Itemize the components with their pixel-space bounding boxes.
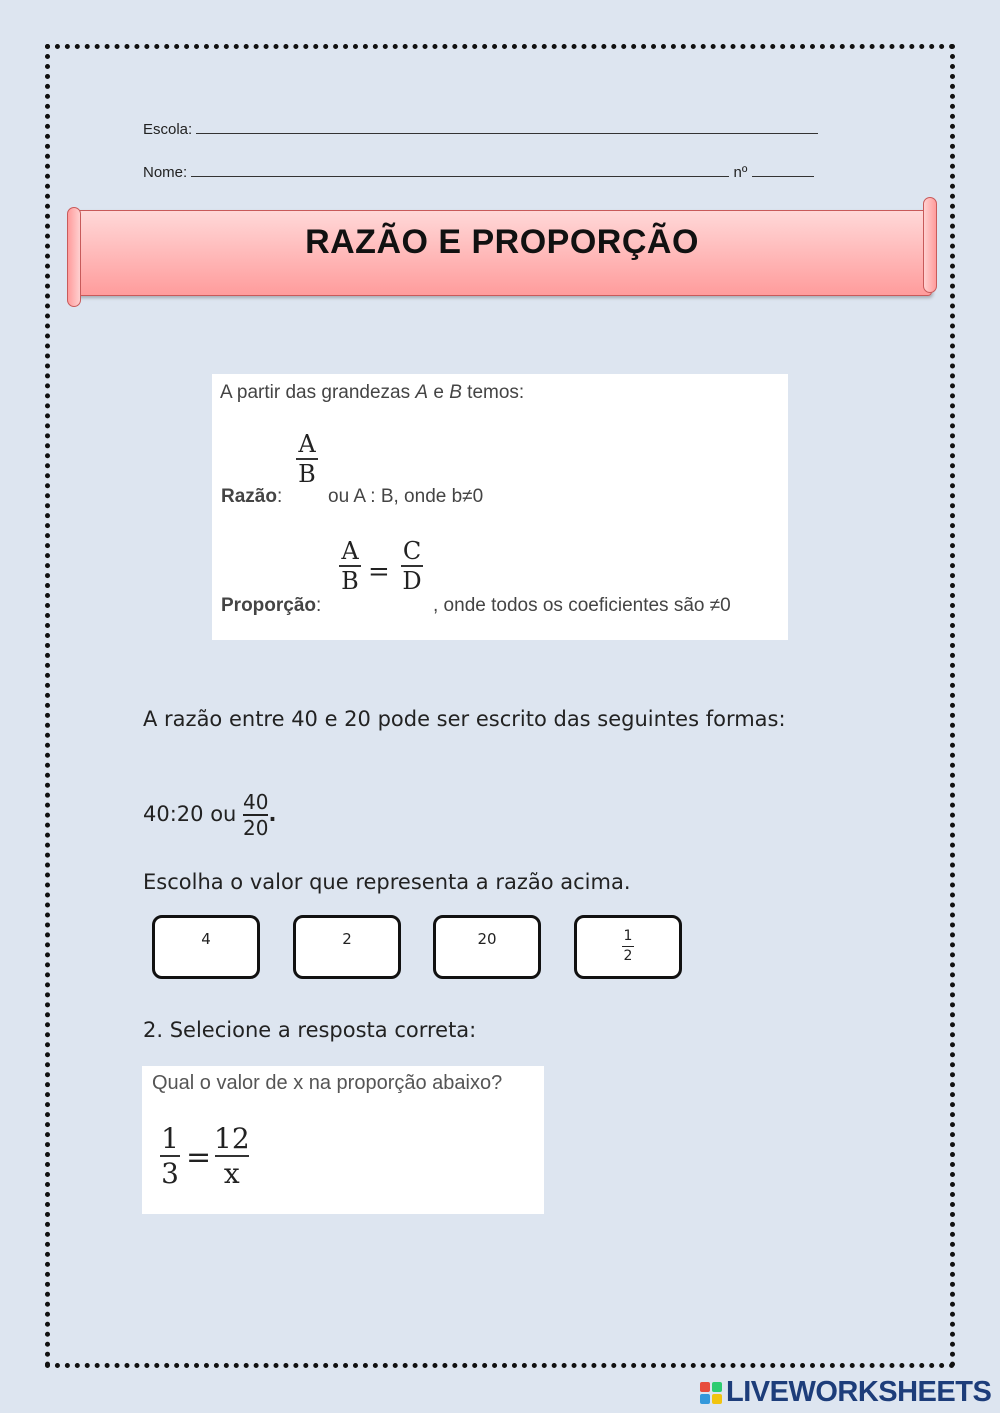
- ratio-label: Razão: [221, 486, 277, 507]
- proportion-label-group: [221, 595, 321, 617]
- proportion-numerator-a: A: [341, 537, 359, 565]
- option-numerator: 1: [623, 928, 633, 944]
- intro-prefix: A partir das grandezas: [220, 382, 416, 403]
- ratio-label-group: [221, 486, 282, 508]
- definitions-box: [212, 374, 788, 640]
- answer-option-one-half[interactable]: [574, 915, 682, 979]
- question-fraction-right: [214, 1122, 250, 1190]
- answer-option-label: 4: [201, 930, 211, 948]
- proportion-fraction-left: [339, 537, 361, 595]
- ratio-denominator: B: [298, 460, 316, 488]
- exercise2-question: Qual o valor de x na proporção abaixo?: [152, 1072, 503, 1094]
- answer-option-4[interactable]: [152, 915, 260, 979]
- logo-icon: [700, 1382, 722, 1404]
- question-denominator-x: x: [223, 1157, 240, 1190]
- question-denominator-3: 3: [161, 1157, 179, 1190]
- logo-square-blue: [700, 1394, 710, 1404]
- number-line[interactable]: [752, 165, 814, 177]
- logo-text: LIVEWORKSHEETS: [726, 1376, 992, 1408]
- name-field: [143, 164, 814, 181]
- answer-option-20[interactable]: [433, 915, 541, 979]
- name-line[interactable]: [191, 165, 729, 177]
- intro-suffix: temos:: [461, 382, 525, 403]
- proportion-colon: :: [316, 595, 322, 616]
- forms-numerator: 40: [243, 790, 269, 814]
- logo-square-green: [712, 1382, 722, 1392]
- answer-option-label: 20: [477, 930, 497, 948]
- exercise1-statement: A razão entre 40 e 20 pode ser escrito das seguintes formas:: [143, 707, 786, 731]
- school-line[interactable]: [196, 122, 818, 134]
- intro-var-b: B: [449, 382, 462, 403]
- intro-var-a: A: [415, 382, 429, 403]
- ratio-colon: :: [276, 486, 283, 507]
- ratio-fraction: [296, 430, 318, 488]
- answer-option-fraction: [622, 927, 634, 966]
- proportion-denominator-d: D: [402, 567, 422, 595]
- question-numerator-1: 1: [161, 1122, 179, 1155]
- logo-square-red: [700, 1382, 710, 1392]
- proportion-numerator-c: C: [402, 537, 422, 565]
- exercise2-question-box: [142, 1066, 544, 1214]
- page-title: RAZÃO E PROPORÇÃO: [305, 223, 699, 261]
- forms-denominator: 20: [243, 816, 269, 840]
- name-label: Nome:: [143, 164, 188, 181]
- proportion-text: , onde todos os coeficientes são ≠0: [433, 595, 731, 616]
- proportion-label: Proporção: [221, 595, 317, 616]
- proportion-denominator-b: B: [341, 567, 359, 595]
- logo-square-yellow: [712, 1394, 722, 1404]
- intro-e: e: [428, 382, 450, 403]
- answer-option-2[interactable]: [293, 915, 401, 979]
- title-banner: [72, 210, 932, 296]
- exercise1-forms: [143, 790, 276, 840]
- forms-fraction: [243, 790, 268, 840]
- answer-option-label: 2: [342, 930, 352, 948]
- liveworksheets-logo: [700, 1376, 991, 1409]
- option-denominator: 2: [623, 948, 633, 964]
- ratio-text: ou A : B, onde b≠0: [328, 486, 484, 507]
- definitions-intro: [220, 382, 524, 404]
- question-numerator-12: 12: [214, 1122, 250, 1155]
- school-label: Escola:: [143, 121, 193, 138]
- number-label: nº: [733, 164, 748, 181]
- question-fraction-left: [160, 1122, 180, 1190]
- question-equals: =: [186, 1140, 212, 1175]
- ratio-numerator: A: [298, 430, 316, 458]
- exercise1-instruction: Escolha o valor que representa a razão acima.: [143, 870, 631, 894]
- forms-prefix: 40:20 ou: [143, 802, 244, 826]
- proportion-fraction-right: [401, 537, 423, 595]
- exercise2-title: 2. Selecione a resposta correta:: [143, 1018, 477, 1042]
- forms-period: .: [268, 802, 277, 826]
- proportion-equals: =: [368, 557, 390, 587]
- school-field: [143, 121, 818, 138]
